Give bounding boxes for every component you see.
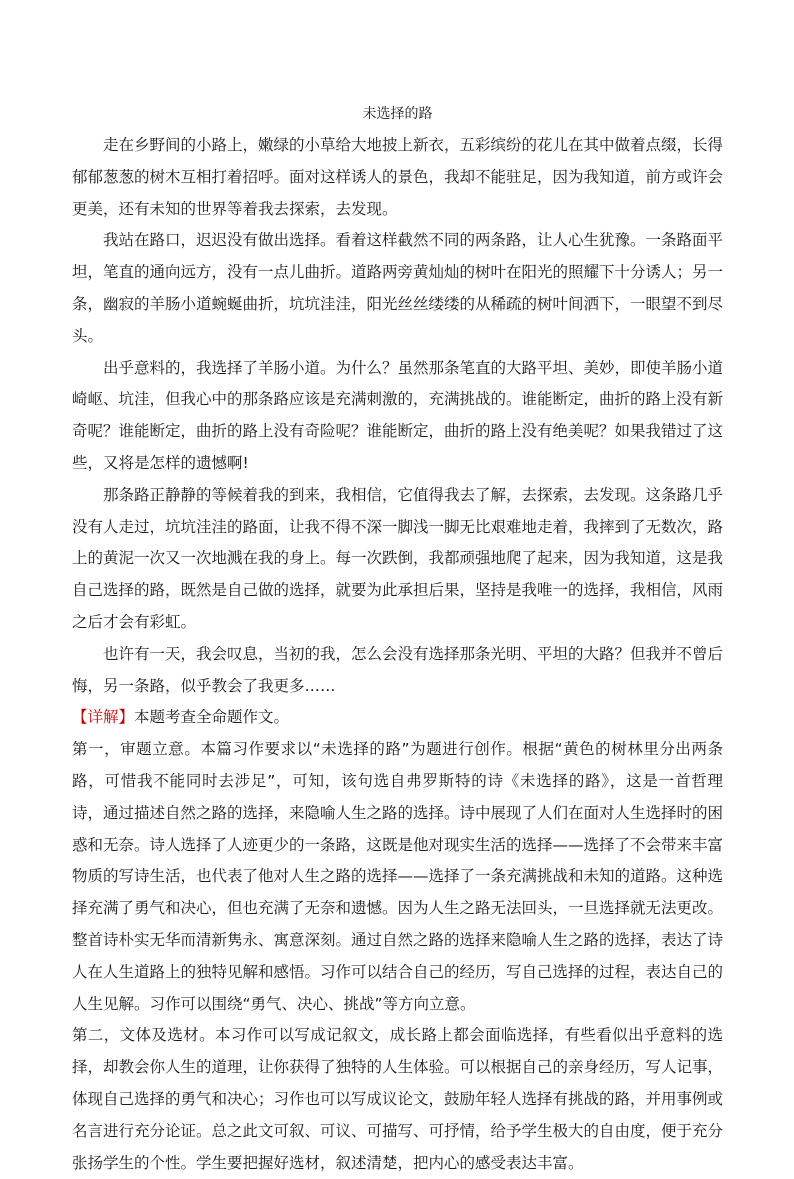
detail-intro: 本题考查全命题作文。 bbox=[134, 708, 290, 727]
essay-paragraph-1: 走在乡野间的小路上，嫩绿的小草给大地披上新衣，五彩缤纷的花儿在其中做着点缀，长得郁郁葱葱的树木互相打着招呼。面对这样诱人的景色，我却不能驻足，因为我知道，前方或许会更美，还有未知的世界等着我去探索，去发现。 bbox=[72, 136, 724, 218]
essay-title: 未选择的路 bbox=[362, 106, 433, 122]
analysis-paragraph-1: 第一，审题立意。本篇习作要求以“未选择的路”为题进行创作。根据“黄色的树林里分出两条路，可惜我不能同时去涉足”，可知，该句选自弗罗斯特的诗《未选择的路》，这是一首哲理诗，通过描述自然之路的选择，来隐喻人生之路的选择。诗中展现了人们在面对人生选择时的困惑和无奈。诗人选择了人迹更少的一条路，这既是他对现实生活的选择——选择了不会带来丰富物质的写诗生活，也代表了他对人生之路的选择——选择了一条充满挑战和未知的道路。这种选择充满了勇气和决心，但也充满了无奈和遗憾。因为人生之路无法回头，一旦选择就无法更改。整首诗朴实无华而清新隽永、寓意深刻。通过自然之路的选择来隐喻人生之路的选择，表达了诗人在人生道路上的独特见解和感悟。习作可以结合自己的经历，写自己选择的过程，表达自己的人生见解。习作可以围绕“勇气、决心、挑战”等方向立意。 bbox=[72, 740, 724, 1013]
essay-paragraph-3: 出乎意料的，我选择了羊肠小道。为什么？虽然那条笔直的大路平坦、美妙，即使羊肠小道崎岖、坑洼，但我心中的那条路应该是充满刺激的，充满挑战的。谁能断定，曲折的路上没有新奇呢？谁能断定，曲折的路上没有奇险呢？谁能断定，曲折的路上没有绝美呢？如果我错过了这些，又将是怎样的遗憾啊! bbox=[72, 358, 724, 472]
analysis-paragraph-2: 第二，文体及选材。本习作可以写成记叙文，成长路上都会面临选择，有些看似出乎意料的选择，却教会你人生的道理，让你获得了独特的人生体验。可以根据自己的亲身经历，写人记事，体现自己选择的勇气和决心；习作也可以写成议论文，鼓励年轻人选择有挑战的路，并用事例或名言进行充分论证。总之此文可叙、可议、可描写、可抒情，给予学生极大的自由度，便于充分张扬学生的个性。学生要把握好选材，叙述清楚，把内心的感受表达丰富。 bbox=[72, 1026, 724, 1172]
document-page bbox=[72, 100, 723, 1179]
essay-paragraph-5: 也许有一天，我会叹息，当初的我，怎么会没有选择那条光明、平坦的大路？但我并不曾后悔，另一条路，似乎教会了我更多…… bbox=[72, 644, 724, 695]
detail-heading bbox=[72, 702, 723, 734]
detail-label: 【详解】 bbox=[72, 708, 135, 727]
essay-paragraph-2: 我站在路口，迟迟没有做出选择。看着这样截然不同的两条路，让人心生犹豫。一条路面平坦，笔直的通向远方，没有一点儿曲折。道路两旁黄灿灿的树叶在阳光的照耀下十分诱人；另一条，幽寂的羊肠小道蜿蜒曲折，坑坑洼洼，阳光丝丝缕缕的从稀疏的树叶间洒下，一眼望不到尽头。 bbox=[72, 231, 724, 345]
essay-paragraph-4: 那条路正静静的等候着我的到来，我相信，它值得我去了解，去探索，去发现。这条路几乎没有人走过，坑坑洼洼的路面，让我不得不深一脚浅一脚无比艰难地走着，我摔到了无数次，路上的黄泥一次又一次地溅在我的身上。每一次跌倒，我都顽强地爬了起来，因为我知道，这是我自己选择的路，既然是自己做的选择，就要为此承担后果，坚持是我唯一的选择，我相信，风雨之后才会有彩虹。 bbox=[72, 485, 724, 631]
